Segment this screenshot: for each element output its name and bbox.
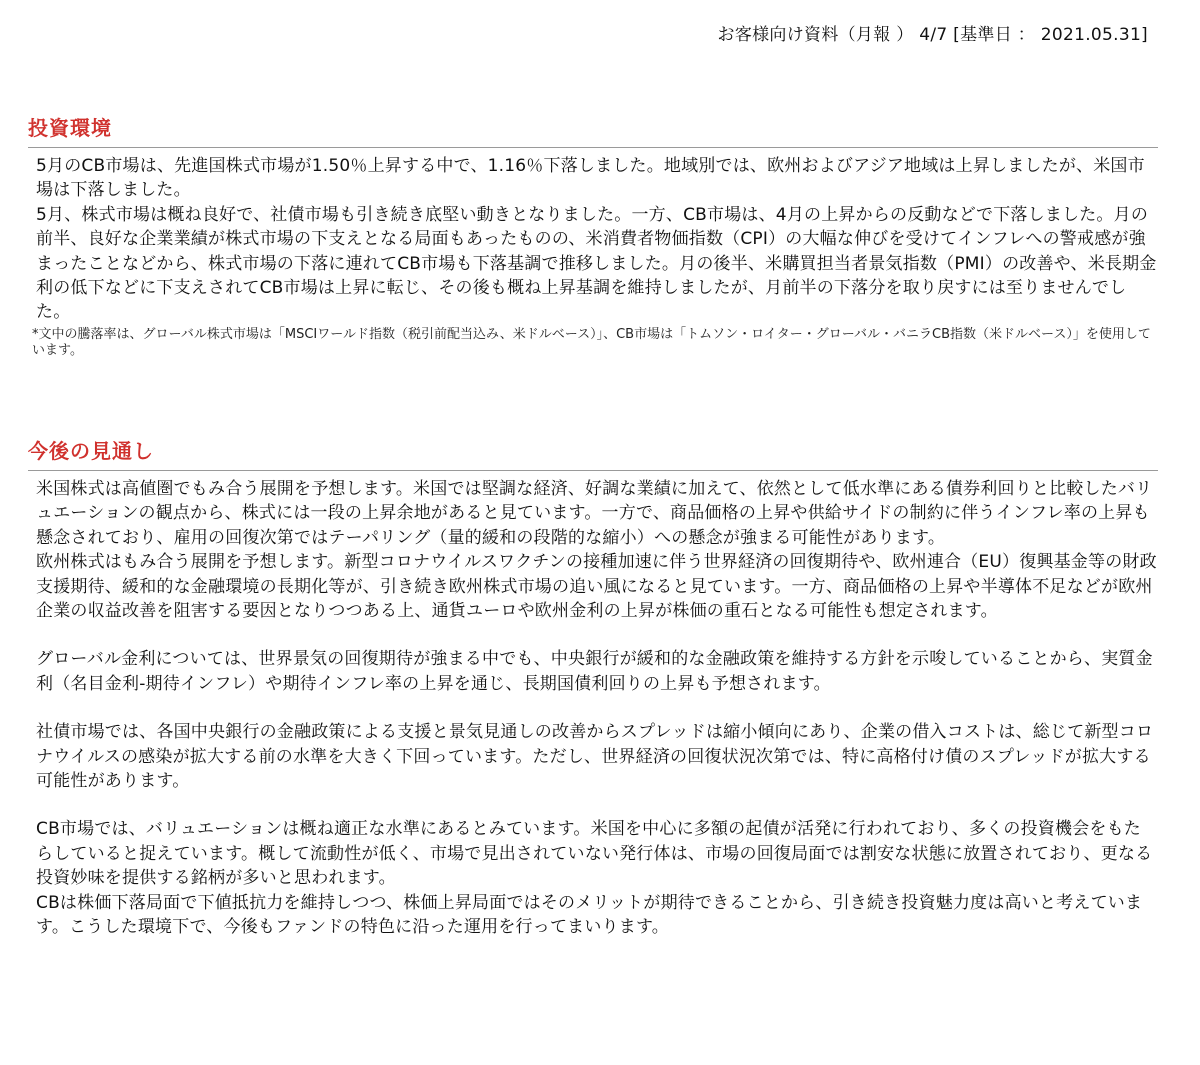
paragraph: 5月のCB市場は、先進国株式市場が1.50％上昇する中で、1.16％下落しました。地域別では、欧州およびアジア地域は上昇しましたが、米国市場は下落しました。 (36, 156, 1145, 201)
outlook-body (28, 477, 1158, 940)
paragraph: 米国株式は高値圏でもみ合う展開を予想します。米国では堅調な経済、好調な業績に加えて、依然として低水準にある債券利回りと比較したバリュエーションの観点から、株式には一段の上昇余地があると見ています。一方で、商品価格の上昇や供給サイドの制約に伴うインフレ率の上昇も懸念されており、雇用の回復次第ではテーパリング（量的緩和の段階的な縮小）への懸念が強まる可能性があります。 (36, 479, 1153, 548)
paragraph: 欧州株式はもみ合う展開を予想します。新型コロナウイルスワクチンの接種加速に伴う世界経済の回復期待や、欧州連合（EU）復興基金等の財政支援期待、緩和的な金融環境の長期化等が、引き続き欧州株式市場の追い風になると見ています。一方、商品価格の上昇や半導体不足などが欧州企業の収益改善を阻害する要因となりつつある上、通貨ユーロや欧州金利の上昇が株価の重石となる可能性も想定されます。 (36, 552, 1157, 622)
section-divider (28, 470, 1158, 471)
paragraph: 社債市場では、各国中央銀行の金融政策による支援と景気見通しの改善からスプレッドは縮小傾向にあり、企業の借入コストは、総じて新型コロナウイルスの感染が拡大する前の水準を大きく下回っています。ただし、世界経済の回復状況次第では、特に高格付け債のスプレッドが拡大する可能性があります。 (36, 722, 1154, 792)
outlook-section (28, 435, 1158, 940)
paragraph: CB市場では、バリュエーションは概ね適正な水準にあるとみています。米国を中心に多額の起債が活発に行われており、多くの投資機会をもたらしていると捉えています。概して流動性が低く、市場で見出されていない発行体は、市場の回復局面では割安な状態に放置されており、更なる投資妙味を提供する銘柄が多いと思われます。 (36, 819, 1153, 889)
paragraph: CBは株価下落局面で下値抵抗力を維持しつつ、株価上昇局面ではそのメリットが期待できることから、引き続き投資魅力度は高いと考えています。こうした環境下で、今後もファンドの特色に沿った運用を行ってまいります。 (36, 892, 1143, 938)
report-header: お客様向け資料（月報 ） 4/7 [基準日 ： 2021.05.31] (717, 25, 1148, 45)
section-divider (28, 147, 1158, 148)
section-title-investment-environment: 投資環境 (28, 116, 112, 140)
section-title-outlook: 今後の見通し (28, 439, 154, 463)
investment-environment-section (28, 112, 1158, 359)
paragraph: 5月、株式市場は概ね良好で、社債市場も引き続き底堅い動きとなりました。一方、CB市場は、4月の上昇からの反動などで下落しました。月の前半、良好な企業業績が株式市場の下支えとなる局面もあったものの、米消費者物価指数（CPI）の大幅な伸びを受けてインフレへの警戒感が強まったことなどから、株式市場の下落に連れてCB市場も下落基調で推移しました。月の後半、米購買担当者景気指数（PMI）の改善や、米長期金利の低下などに下支えされてCB市場は上昇に転じ、その後も概ね上昇基調を維持しましたが、月前半の下落分を取り戻すには至りませんでした。 (36, 204, 1157, 323)
investment-environment-body (28, 154, 1158, 325)
paragraph: グローバル金利については、世界景気の回復期待が強まる中でも、中央銀行が緩和的な金融政策を維持する方針を示唆していることから、実質金利（名目金利-期待インフレ）や期待インフレ率の上昇を通じ、長期国債利回りの上昇も予想されます。 (36, 649, 1153, 694)
paragraph-spacer (36, 623, 1158, 647)
paragraph-spacer (36, 696, 1158, 720)
paragraph-spacer (36, 793, 1158, 817)
footnote: *文中の騰落率は、グローバル株式市場は「MSCIワールド指数（税引前配当込み、米ドルベース）」、CB市場は「トムソン・ロイター・グローバル・バニラCB指数（米ドルベース）」を使用しています。 (32, 326, 1151, 358)
